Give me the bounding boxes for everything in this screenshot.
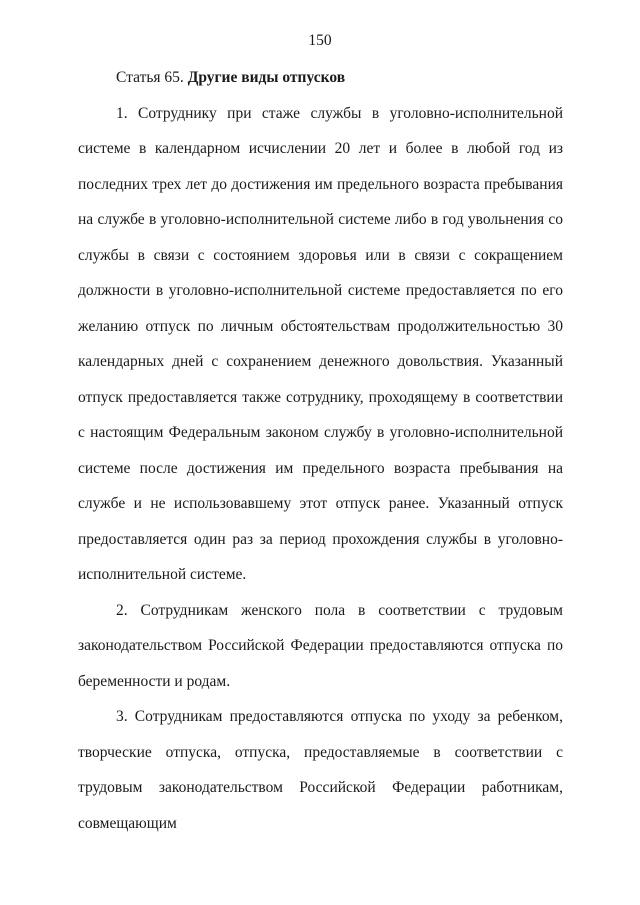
page-number: 150 [308,32,332,49]
paragraph-2: 2. Сотрудникам женского пола в соответствии с трудовым законодательством Российской Федерации предоставляются отпуска по беременности и родам. [78,601,563,690]
document-body [78,60,563,841]
article-number: Статья 65. [116,69,184,86]
article-title: Другие виды отпусков [187,69,346,86]
paragraph-3: 3. Сотрудникам предоставляются отпуска по уходу за ребенком, творческие отпуска, отпуска, предоставляемые в соответствии с трудовым законодательством Российской Федерации работникам, совмещающим [78,708,563,832]
paragraph-1: 1. Сотруднику при стаже службы в уголовно-исполнительной системе в календарном исчислении 20 лет и более в любой год из последних трех лет до достижения им предельного возраста пребывания на службе в уголовно-исполнительной системе либо в год увольнения со службы в связи с состоянием здоровья или в связи с сокращением должности в уголовно-исполнительной системе предоставляется по его желанию отпуск по личным обстоятельствам продолжительностью 30 календарных дней с сохранением денежного довольствия. Указанный отпуск предоставляется также сотруднику, проходящему в соответствии с настоящим Федеральным законом службу в уголовно-исполнительной системе после достижения им предельного возраста пребывания на службе и не использовавшему этот отпуск ранее. Указанный отпуск предоставляется один раз за период прохождения службы в уголовно-исполнительной системе. [78,104,563,583]
article-heading [78,60,563,96]
